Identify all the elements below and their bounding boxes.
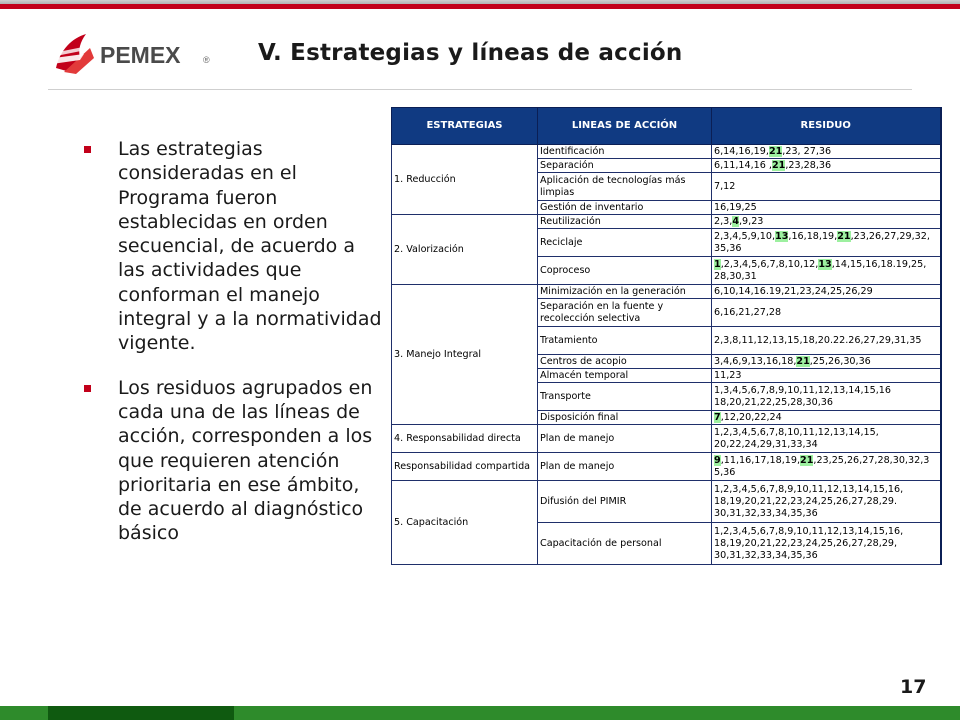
residue-text: 1,2,3,4,5,6,7,8,10,11,12,13,14,15, 20,22,24,29,31,33,34 [714,426,879,450]
action-line-cell: Plan de manejo [538,425,712,453]
action-line-cell: Reutilización [538,215,712,229]
column-header-residue: RESIDUO [712,108,941,145]
residue-text: 2,3,8,11,12,13,15,18,20.22.26,27,29,31,35 [714,334,922,346]
residue-text: 6,14,16,19, [714,145,769,157]
residue-cell [712,383,941,411]
column-header-action-lines: LINEAS DE ACCIÓN [538,108,712,145]
strategies-table [391,107,942,565]
residue-text: 1,2,3,4,5,6,7,8,9,10,11,12,13,14,15,16, 18,19,20,21,22,23,24,25,26,27,28,29. 30,31,32,33,34,35,36 [714,483,904,519]
action-line-cell: Aplicación de tecnologías más limpias [538,173,712,201]
action-line-cell: Almacén temporal [538,369,712,383]
residue-text: ,23,28,36 [785,159,832,171]
pemex-logo [50,28,215,80]
residue-cell [712,327,941,355]
residue-cell [712,257,941,285]
residue-text: 6,11,14,16 , [714,159,772,171]
action-line-cell: Capacitación de personal [538,523,712,565]
residue-text: ,23,25,26,27,28,30,32,3 5,36 [714,454,930,478]
highlighted-residue: 21 [800,454,814,466]
svg-text:PEMEX: PEMEX [100,42,181,68]
residue-cell [712,201,941,215]
bullet-text: Los residuos agrupados en cada una de las líneas de acción, corresponden a los que requieren atención prioritaria en ese ámbito, de acuerdo al diagnóstico básico [118,376,373,545]
residue-cell [712,369,941,383]
residue-text: 16,19,25 [714,201,757,213]
pemex-eagle-icon [52,34,94,74]
residue-cell [712,299,941,327]
footer-segment [48,706,234,720]
action-line-cell: Gestión de inventario [538,201,712,215]
residue-cell [712,159,941,173]
footer-bar [0,706,960,720]
residue-text: 3,4,6,9,13,16,18, [714,355,797,367]
residue-text: ,25,26,30,36 [809,355,871,367]
table-row [392,215,941,229]
residue-text: ,12,20,22,24 [720,411,782,423]
highlighted-residue: 21 [796,355,810,367]
strategy-cell: 2. Valorización [392,215,538,285]
action-line-cell: Tratamiento [538,327,712,355]
residue-text: ,23, 27,36 [782,145,832,157]
bullet-text: Las estrategias consideradas en el Programa fueron establecidas en orden secuencial, de acuerdo a las actividades que conforman el manejo integral y a la normatividad vigente. [118,138,382,355]
action-line-cell: Separación en la fuente y recolección selectiva [538,299,712,327]
bullet-item [82,137,382,356]
square-bullet-icon [84,385,91,392]
strategy-cell: 4. Responsabilidad directa [392,425,538,453]
action-line-cell: Difusión del PIMIR [538,481,712,523]
action-line-cell: Minimización en la generación [538,285,712,299]
strategy-cell: Responsabilidad compartida [392,453,538,481]
action-line-cell: Separación [538,159,712,173]
highlighted-residue: 1 [714,258,721,270]
highlighted-residue: 21 [768,145,783,157]
residue-text: 6,16,21,27,28 [714,306,782,318]
residue-cell [712,453,941,481]
action-line-cell: Disposición final [538,411,712,425]
residue-cell [712,355,941,369]
residue-cell [712,229,941,257]
residue-cell [712,481,941,523]
residue-text: 2,3, [714,215,733,227]
residue-text: 1,2,3,4,5,6,7,8,9,10,11,12,13,14,15,16, 18,19,20,21,22,23,24,25,26,27,28,29, 30,31,32,33,34,35,36 [714,525,904,561]
table-header-row [392,108,941,145]
square-bullet-icon [84,146,91,153]
residue-text: ,11,16,17,18,19, [720,454,801,466]
residue-text: 6,10,14,16.19,21,23,24,25,26,29 [714,285,873,297]
highlighted-residue: 21 [771,159,786,171]
table-row [392,145,941,159]
footer-segment [234,706,960,720]
top-accent-bar [0,0,960,9]
title-divider [48,89,912,90]
highlighted-residue: 7 [714,411,721,423]
table-row [392,425,941,453]
residue-text: 1,3,4,5,6,7,8,9,10,11,12,13,14,15,16 18,20,21,22,25,28,30,36 [714,384,891,408]
page-number: 17 [900,676,927,698]
residue-cell [712,173,941,201]
highlighted-residue: 21 [837,230,851,242]
column-header-strategies: ESTRATEGIAS [392,108,538,145]
action-line-cell: Coproceso [538,257,712,285]
strategy-cell: 1. Reducción [392,145,538,215]
residue-text: ,23,26,27,29,32, 35,36 [714,230,930,254]
action-line-cell: Transporte [538,383,712,411]
bullet-list [82,137,382,566]
highlighted-residue: 9 [714,454,721,466]
residue-cell [712,145,941,159]
table-row [392,481,941,523]
residue-text: ,14,15,16,18.19,25, 28,30,31 [714,258,927,282]
residue-cell [712,425,941,453]
highlighted-residue: 13 [818,258,832,270]
residue-cell [712,215,941,229]
action-line-cell: Plan de manejo [538,453,712,481]
residue-text: ,2,3,4,5,6,7,8,10,12, [720,258,819,270]
residue-text: ,9,23 [739,215,764,227]
strategy-cell: 5. Capacitación [392,481,538,565]
residue-text: 7,12 [714,180,736,192]
residue-cell [712,411,941,425]
footer-segment [0,706,48,720]
action-line-cell: Centros de acopio [538,355,712,369]
table-row [392,285,941,299]
page-title: V. Estrategias y líneas de acción [258,40,683,66]
highlighted-residue: 4 [732,215,739,227]
action-line-cell: Reciclaje [538,229,712,257]
residue-text: 11,23 [714,369,742,381]
residue-text: 2,3,4,5,9,10, [714,230,776,242]
residue-cell [712,285,941,299]
bullet-item [82,376,382,546]
strategy-cell: 3. Manejo Integral [392,285,538,425]
residue-cell [712,523,941,565]
action-line-cell: Identificación [538,145,712,159]
table-row [392,453,941,481]
residue-text: ,16,18,19, [788,230,838,242]
highlighted-residue: 13 [775,230,789,242]
svg-text:®: ® [203,55,210,65]
